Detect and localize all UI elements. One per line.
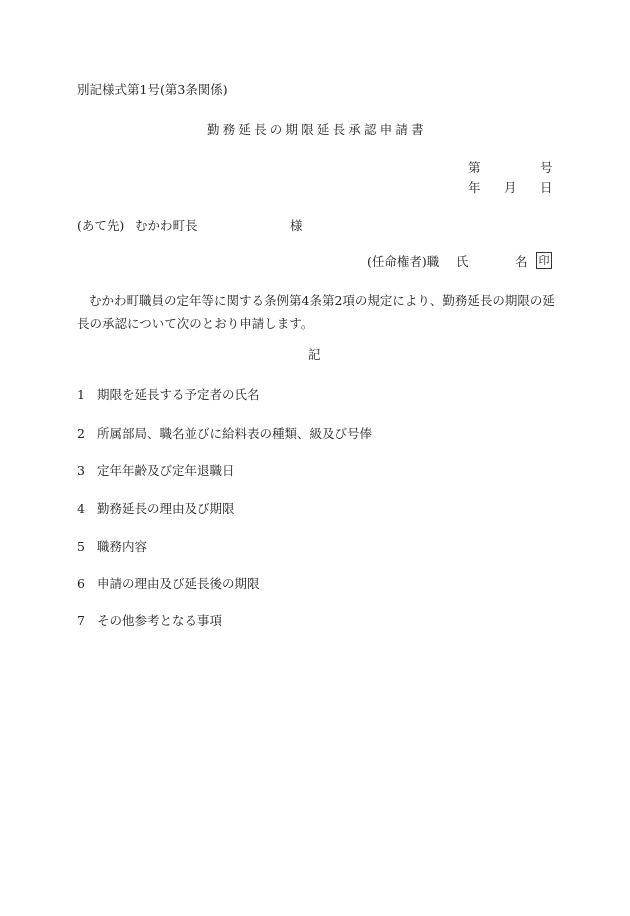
- doc-number-prefix: 第: [468, 160, 481, 175]
- list-item: [77, 576, 259, 592]
- item-number: 5: [77, 539, 85, 554]
- doc-number-suffix: 号: [540, 160, 553, 175]
- list-item: [77, 387, 259, 403]
- item-number: 6: [77, 576, 85, 591]
- item-text: 所属部局、職名並びに給料表の種類、級及び号俸: [96, 426, 372, 441]
- list-item: [77, 426, 372, 442]
- addressee-honorific: 様: [290, 218, 303, 233]
- item-number: 2: [77, 426, 85, 441]
- applicant-name-label-1: 氏: [456, 254, 469, 269]
- applicant-name-label-2: 名: [515, 254, 528, 269]
- form-number: 別記様式第1号(第3条関係): [77, 82, 228, 97]
- list-item: [77, 613, 222, 629]
- item-text: その他参考となる事項: [96, 613, 222, 628]
- item-text: 職務内容: [96, 539, 147, 554]
- addressee-name: むかわ町長: [135, 218, 198, 233]
- item-number: 3: [77, 463, 85, 478]
- document-title: 勤務延長の期限延長承認申請書: [207, 122, 427, 137]
- item-text: 勤務延長の理由及び期限: [96, 501, 235, 516]
- item-text: 期限を延長する予定者の氏名: [96, 387, 260, 402]
- item-text: 申請の理由及び延長後の期限: [96, 576, 260, 591]
- addressee-label: (あて先): [77, 218, 125, 233]
- date-day: 日: [540, 180, 553, 195]
- date-month: 月: [504, 180, 517, 195]
- item-number: 4: [77, 501, 85, 516]
- list-item: [77, 501, 234, 517]
- item-number: 7: [77, 613, 85, 628]
- applicant-role: (任命権者)職: [367, 254, 440, 269]
- ki-heading: 記: [308, 347, 321, 362]
- seal-mark: 印: [536, 252, 552, 269]
- list-item: [77, 539, 147, 555]
- body-paragraph: むかわ町職員の定年等に関する条例第4条第2項の規定により、勤務延長の期限の延長の承認について次のとおり申請します。: [77, 293, 555, 331]
- date-year: 年: [468, 180, 481, 195]
- item-text: 定年年齢及び定年退職日: [96, 463, 235, 478]
- list-item: [77, 463, 234, 479]
- item-number: 1: [77, 387, 85, 402]
